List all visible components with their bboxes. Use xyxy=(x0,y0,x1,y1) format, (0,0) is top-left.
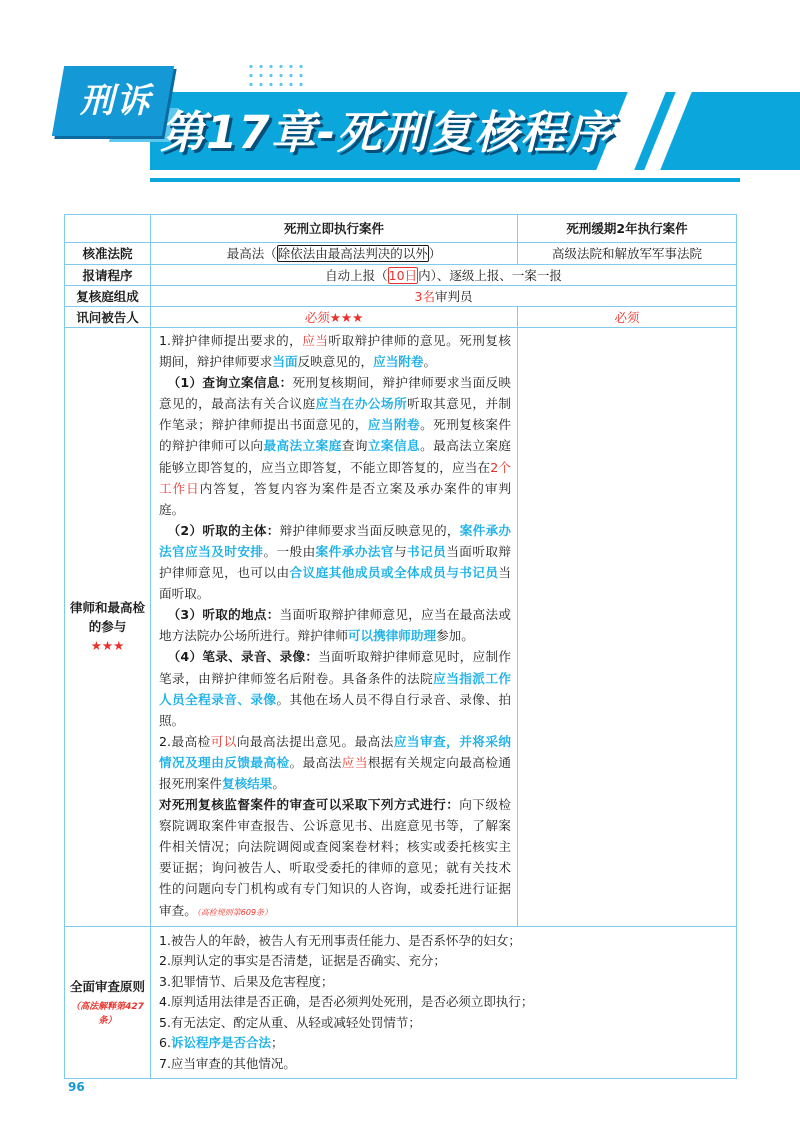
lawyer-suspended-empty xyxy=(518,328,737,927)
header-suspended: 死刑缓期2年执行案件 xyxy=(518,215,737,243)
row-label-interrogate: 讯问被告人 xyxy=(65,307,151,328)
row-label-lawyer: 律师和最高检的参与 ★★★ xyxy=(65,328,151,927)
row-label-report: 报请程序 xyxy=(65,265,151,286)
list-item: 4.原判适用法律是否正确，是否必须判处死刑，是否必须立即执行； xyxy=(159,994,534,1010)
row-label-review: 全面审查原则 （高法解释第427条） xyxy=(65,926,151,1079)
row-lawyer xyxy=(65,328,737,927)
header-blank-cell xyxy=(65,215,151,243)
list-item: 6.诉讼程序是否合法； xyxy=(159,1035,284,1051)
interrogate-suspended: 必须 xyxy=(518,307,737,328)
row-court xyxy=(65,243,737,265)
row-label-court: 核准法院 xyxy=(65,243,151,265)
review-items-list xyxy=(151,926,737,1079)
review-source-note: （高法解释第427条） xyxy=(71,1001,144,1026)
table-header-row xyxy=(65,215,737,243)
lawyer-participation-text: 1.辩护律师提出要求的，应当听取辩护律师的意见。死刑复核期间，辩护律师要求当面反映意见的，应当附卷。 （1）查询立案信息：死刑复核期间，辩护律师要求当面反映意见的，最高法有关合议庭应当在办公场所听取其意见，并制作笔录；辩护律师提出书面意见的，应当附卷。死刑复核案件的辩护律师可以向最高法立案庭查询立案信息。最高法立案庭能够立即答复的，应当立即答复，不能立即答复的，应当在2个工作日内答复，答复内容为案件是否立案及承办案件的审判庭。 （2）听取的主体：辩护律师要求当面反映意见的，案件承办法官应当及时安排。一般由案件承办法官与书记员当面听取辩护律师意见，也可以由合议庭其他成员或全体成员与书记员当面听取。 （3）听取的地点：当面听取辩护律师意见，应当在最高法或地方法院办公场所进行。辩护律师可以携律师助理参加。 （4）笔录、录音、录像：当面听取辩护律师意见时，应制作笔录，由辩护律师签名后附卷。具备条件的法院应当指派工作人员全程录音、录像。其他在场人员不得自行录音、录像、拍照。 2.最高检可以向最高法提出意见。最高法应当审查，并将采纳情况及理由反馈最高检。最高法应当根据有关规定向最高检通报死刑案件复核结果。 对死刑复核监督案件的审查可以采取下列方式进行：向下级检察院调取案件审查报告、公诉意见书、出庭意见书等，了解案件相关情况；向法院调阅或查阅案卷材料；核实或委托核实主要证据；询问被告人、听取受委托的律师的意见；就有关技术性的问题向专门机构或有专门知识的人咨询，或委托进行证据审查。（高检规则第609条） xyxy=(151,328,518,927)
page-number: 96 xyxy=(68,1080,85,1094)
banner-underline xyxy=(150,178,740,182)
court-immediate: 最高法（除依法由最高法判决的以外） xyxy=(151,243,518,265)
report-value: 自动上报（10日内）、逐级上报、一案一报 xyxy=(151,265,737,286)
row-review xyxy=(65,926,737,1079)
row-panel xyxy=(65,286,737,307)
list-item: 2.原判认定的事实是否清楚，证据是否确实、充分； xyxy=(159,953,446,969)
report-days: 10日 xyxy=(388,267,418,283)
row-report xyxy=(65,265,737,286)
court-exception: 除依法由最高法判决的以外 xyxy=(277,246,428,261)
subject-tag: 刑诉 xyxy=(80,81,152,121)
list-item: 5.有无法定、酌定从重、从轻或减轻处罚情节； xyxy=(159,1014,421,1030)
interrogate-immediate: 必须★★★ xyxy=(151,307,518,328)
header-immediate: 死刑立即执行案件 xyxy=(151,215,518,243)
list-item: 1.被告人的年龄，被告人有无刑事责任能力、是否系怀孕的妇女； xyxy=(159,932,521,948)
row-interrogate xyxy=(65,307,737,328)
list-item: 7.应当审查的其他情况。 xyxy=(159,1055,296,1071)
row-label-panel: 复核庭组成 xyxy=(65,286,151,307)
chapter-title: 第17章-死刑复核程序 xyxy=(160,106,613,159)
panel-value: 3名审判员 xyxy=(151,286,737,307)
list-item: 3.犯罪情节、后果及危害程度； xyxy=(159,973,334,989)
chapter-banner xyxy=(0,0,800,200)
comparison-table xyxy=(64,214,737,1079)
importance-stars: ★★★ xyxy=(90,638,125,654)
court-suspended: 高级法院和解放军军事法院 xyxy=(518,243,737,265)
dot-grid-decoration xyxy=(246,62,306,88)
